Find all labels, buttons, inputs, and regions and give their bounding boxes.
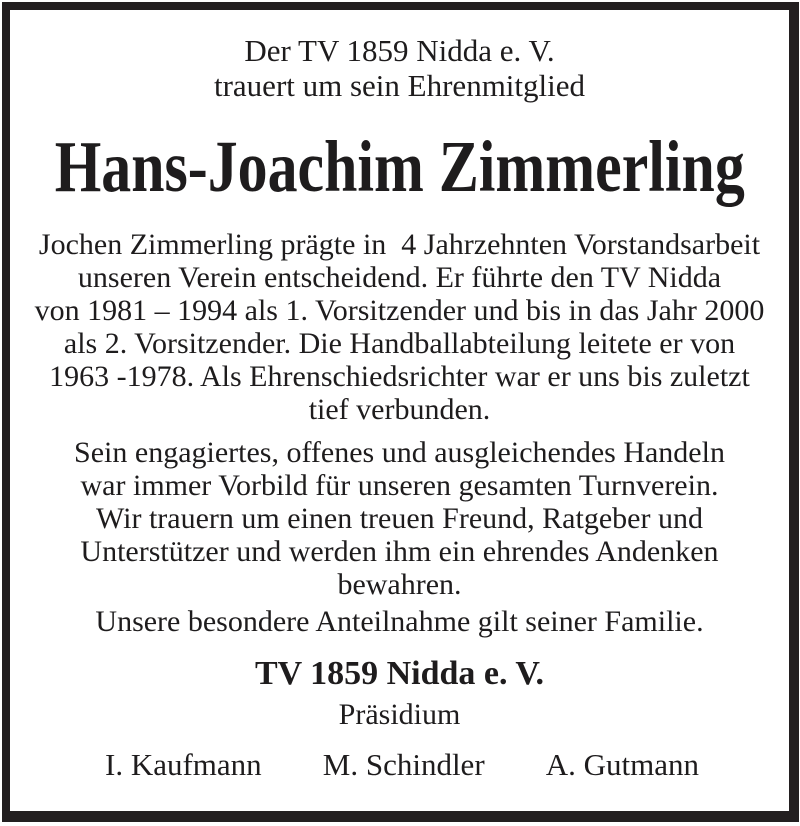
- paragraph-line: bewahren.: [337, 568, 462, 601]
- paragraph-line: Sein engagiertes, offenes und ausgleichendes Handeln: [74, 436, 725, 469]
- paragraph-line: Unterstützer und werden ihm ein ehrendes Andenken: [80, 535, 719, 568]
- paragraph-line: war immer Vorbild für unseren gesamten Turnverein.: [80, 469, 719, 502]
- obituary-paragraph-1: [10, 228, 789, 426]
- deceased-name: Hans-Joachim Zimmerling: [54, 126, 745, 207]
- organization-name: TV 1859 Nidda e. V.: [254, 655, 545, 692]
- paragraph-line: als 2. Vorsitzender. Die Handballabteilung leitete er von: [63, 327, 736, 360]
- paragraph-line: unseren Verein entscheidend. Er führte den TV Nidda: [77, 261, 722, 294]
- obituary-notice-card: [2, 2, 799, 822]
- paragraph-line: 1963 -1978. Als Ehrenschiedsrichter war er uns bis zuletzt: [49, 360, 750, 393]
- paragraph-line: tief verbunden.: [308, 393, 491, 426]
- paragraph-line: Jochen Zimmerling prägte in 4 Jahrzehnten Vorstandsarbeit: [38, 228, 761, 261]
- intro-line: trauert um sein Ehrenmitglied: [213, 68, 586, 103]
- signatory-name: I. Kaufmann: [105, 747, 262, 782]
- obituary-paragraph-2: [10, 436, 789, 601]
- intro-text: [10, 33, 789, 103]
- intro-line: Der TV 1859 Nidda e. V.: [244, 33, 555, 68]
- deceased-name-row: [10, 126, 789, 207]
- signatories-row: [10, 748, 789, 782]
- signatory-name: M. Schindler: [322, 747, 485, 782]
- paragraph-line: von 1981 – 1994 als 1. Vorsitzender und bis in das Jahr 2000: [34, 294, 765, 327]
- signatory-name: A. Gutmann: [545, 747, 699, 782]
- paragraph-line: Wir trauern um einen treuen Freund, Ratgeber und: [96, 502, 703, 535]
- board-label: Präsidium: [338, 698, 461, 731]
- condolence-line: Unsere besondere Anteilnahme gilt seiner Familie.: [95, 605, 704, 638]
